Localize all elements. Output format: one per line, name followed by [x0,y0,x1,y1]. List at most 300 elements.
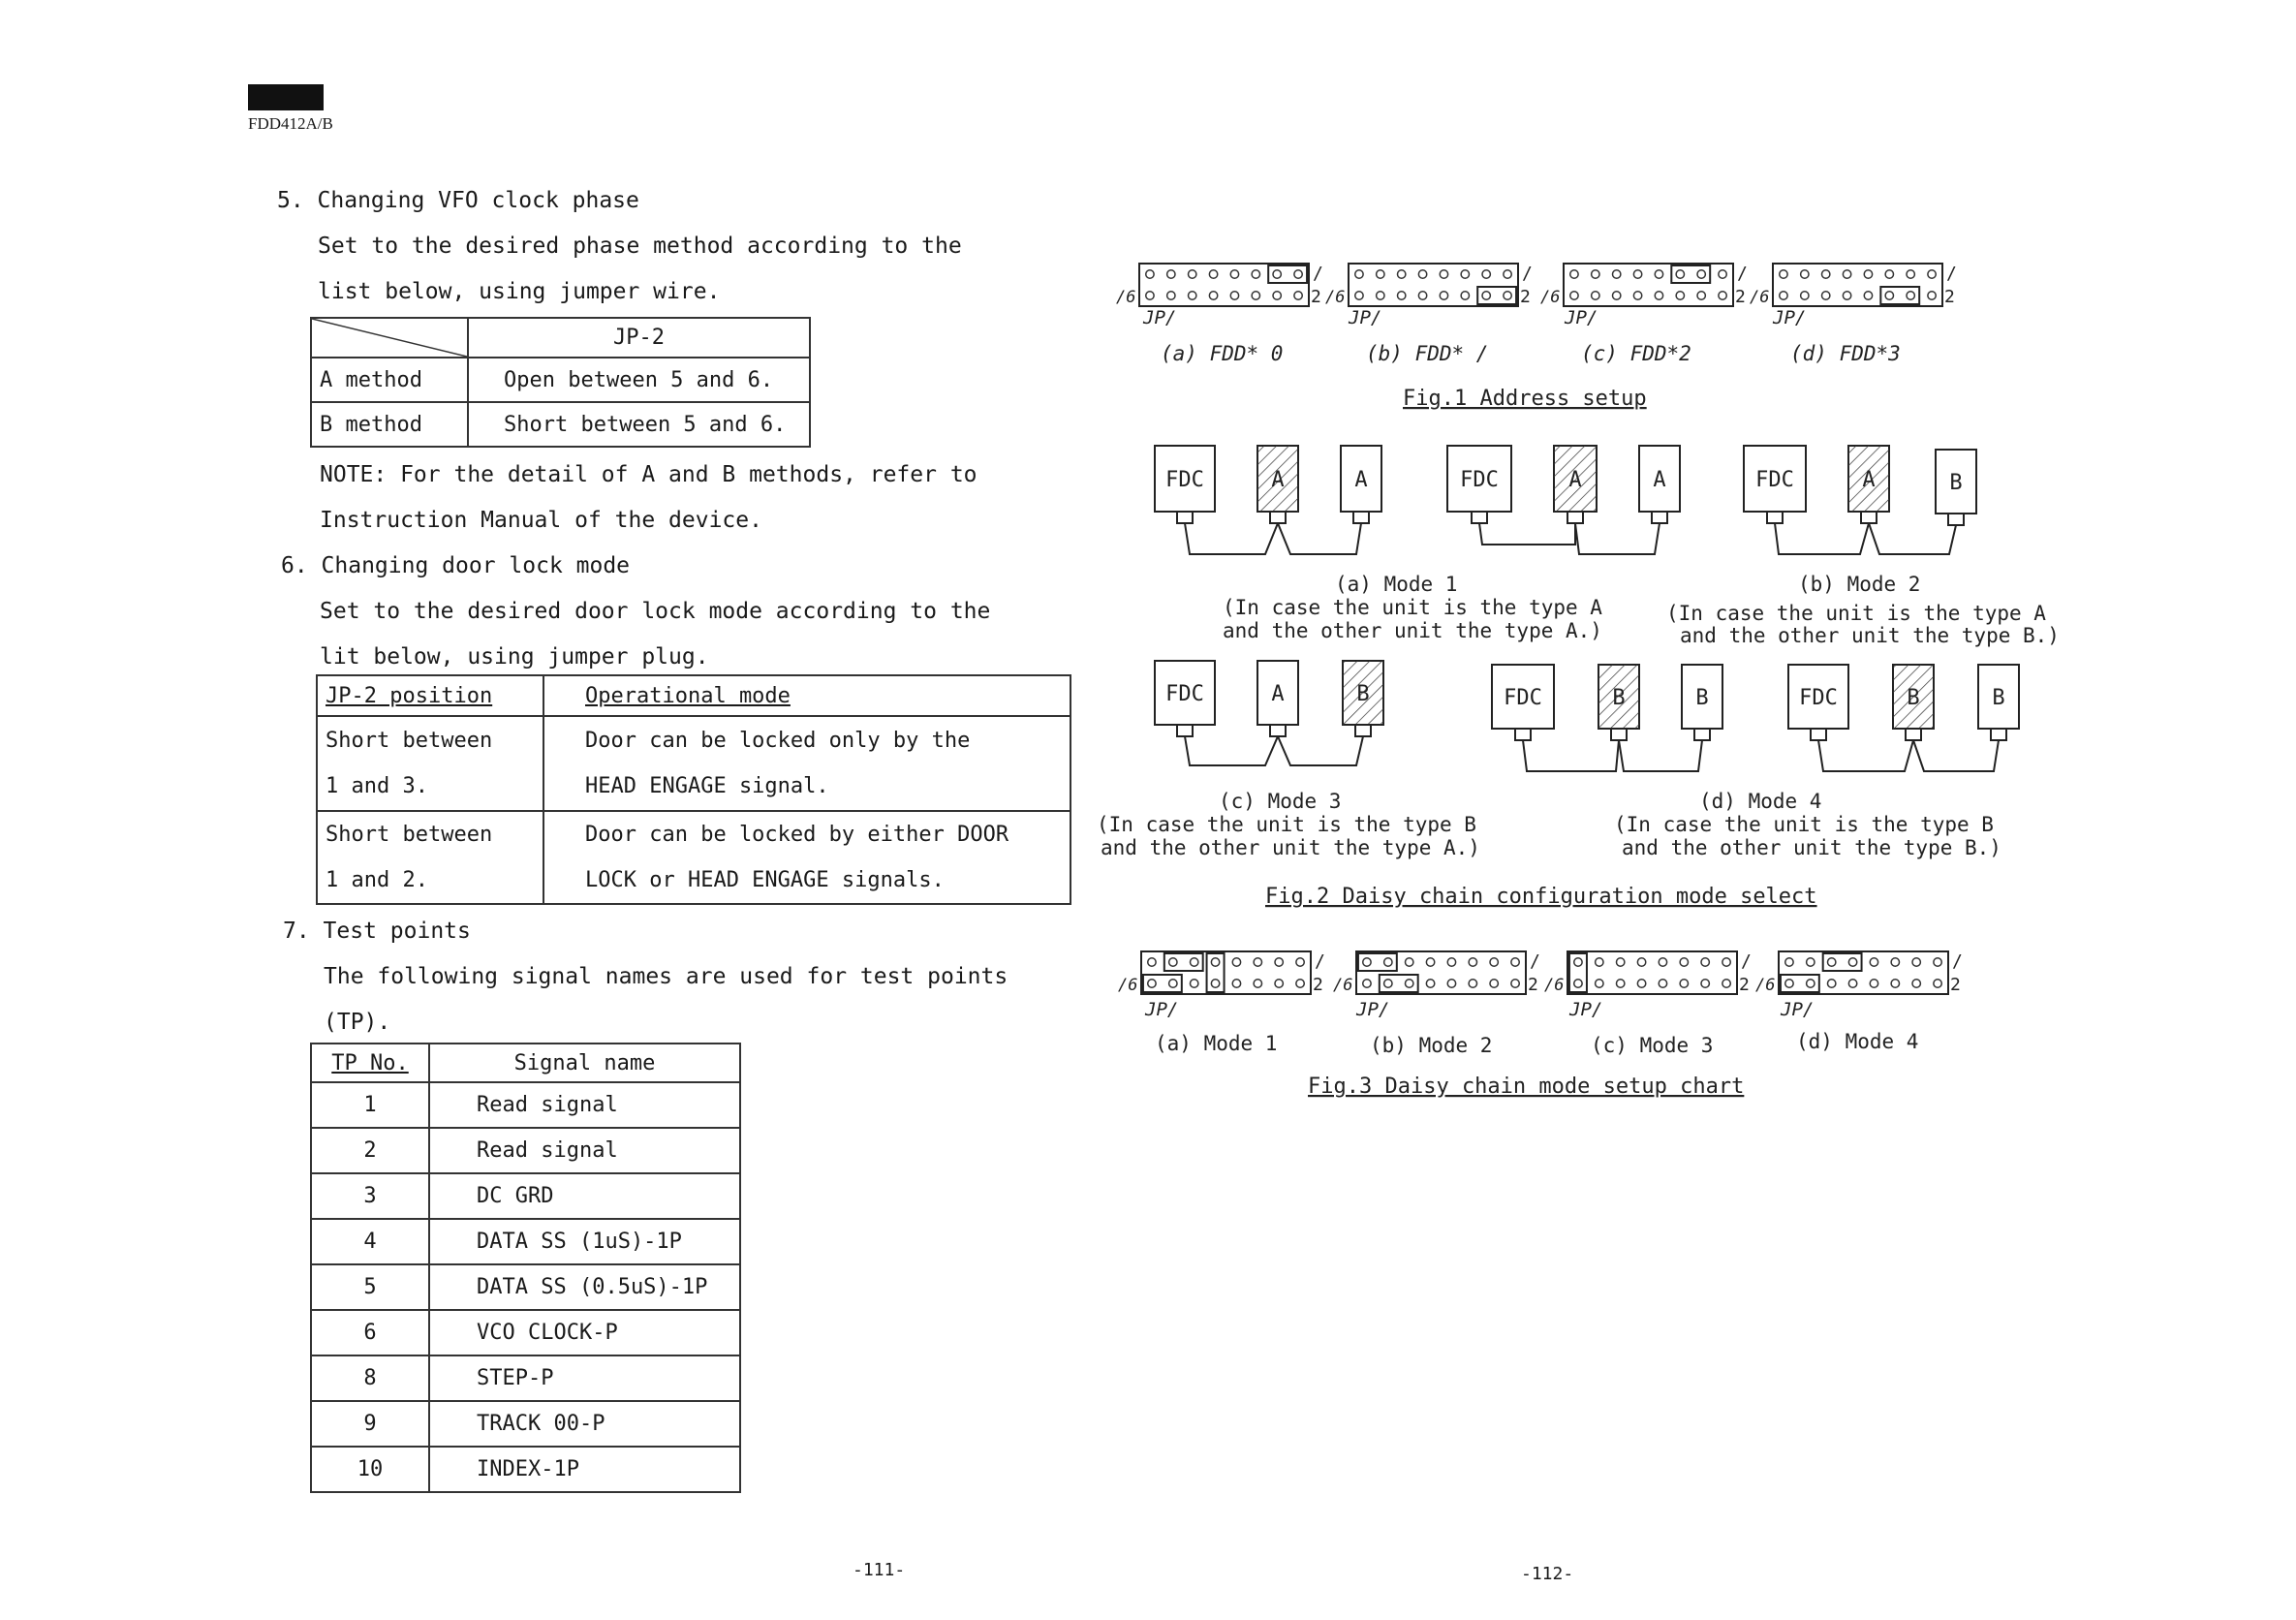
fig1-label-b: (b) FDD* / [1366,342,1489,365]
pin-2-label: 2 [1739,975,1750,995]
position-line-2: 1 and 3. [326,774,428,798]
model-label: FDD412A/B [248,114,333,133]
cable [1575,523,1660,554]
jumper-pin [1701,958,1709,966]
section-6-line-1: Set to the desired door lock mode according to the [320,599,991,624]
drive-unit-label: B [1949,471,1963,495]
section-7-line-1: The following signal names are used for test points [324,964,1008,989]
drive-unit-label: B [1356,682,1370,706]
jumper-pin [1697,292,1705,299]
fig1-label-a: (a) FDD* 0 [1161,342,1284,365]
jumper-pin [1273,270,1281,278]
jumper-pin [1659,980,1666,987]
jumper-pin [1209,292,1217,299]
fig1-jp-label: JP/ [1773,307,1807,328]
section-6-line-2: lit below, using jumper plug. [320,644,709,670]
cable [1818,740,1913,771]
jumper-pin [1633,270,1641,278]
jumper-pin [1848,958,1856,966]
pin-16-label: /6 [1116,288,1136,307]
jumper-pin [1294,292,1302,299]
cable [1523,740,1619,771]
jumper-pin [1384,980,1392,987]
jumper-pin [1827,980,1835,987]
jumper-pin [1232,958,1240,966]
jumper-pin [1363,980,1371,987]
fig2-mode-2-line-2: and the other unit the type B.) [1680,624,2060,647]
figures-panel [1085,242,2267,1114]
pin-2-label: 2 [1520,287,1531,307]
fig3-label-c: (c) Mode 3 [1591,1034,1714,1057]
fig2-mode-2-title: (b) Mode 2 [1798,573,1921,596]
table-row [311,1401,740,1447]
jumper-pin [1719,292,1726,299]
jumper-pin [1633,292,1641,299]
jumper-pin [1490,980,1498,987]
jumper-pin [1188,292,1195,299]
connector [1270,512,1286,523]
drive-unit-label: B [1992,686,2005,710]
pin-2-label: 2 [1950,975,1961,995]
cable [1278,736,1363,765]
section-7-heading: 7. Test points [283,919,471,944]
signal-name-cell: Read signal [429,1082,740,1128]
connector [1177,725,1193,736]
jumper-pin [1676,292,1684,299]
signal-name-cell: INDEX-1P [429,1447,740,1492]
jumper-header [1139,264,1309,306]
cable [1913,740,1999,771]
jumper-pin [1697,270,1705,278]
pin-2-label: 2 [1735,287,1746,307]
pin-16-label: /6 [1118,976,1138,995]
jumper-pin [1616,958,1624,966]
page-number-left: -111- [853,1560,906,1580]
jumper-pin [1461,270,1469,278]
table-row [311,402,810,447]
jumper-pin [1397,292,1405,299]
cable [1185,736,1278,765]
jumper-pin [1294,270,1302,278]
jumper-pin [1821,270,1829,278]
jumper-pin [1891,980,1899,987]
fig2-mode-2-line-1: (In case the unit is the type A [1666,602,2046,625]
jumper-pin [1426,980,1434,987]
jumper-pin [1659,958,1666,966]
pin-2-label: 2 [1528,975,1538,995]
connector [1353,512,1369,523]
jumper-pin [1680,958,1688,966]
jumper-pin [1273,292,1281,299]
drive-unit-label: FDC [1165,468,1204,492]
drive-unit-label: A [1653,468,1666,492]
method-cell: B method [311,402,468,447]
jumper-pin [1490,958,1498,966]
jumper-plug [1671,265,1710,283]
drive-unit-label: A [1354,468,1368,492]
test-points-table [310,1043,741,1493]
jumper-pin [1254,980,1261,987]
note-line-1: NOTE: For the detail of A and B methods, refer to [320,462,977,487]
pin-2-label: 2 [1313,975,1323,995]
tp-no-cell: 6 [311,1310,429,1355]
fig1-jumper-headers [1116,264,1957,307]
connector [1611,729,1627,740]
jumper-pin [1188,270,1195,278]
fig3-jp-label: JP/ [1356,999,1390,1020]
jumper-pin [1596,958,1603,966]
jumper-pin [1680,980,1688,987]
jumper-pin [1655,270,1662,278]
cable [1619,740,1702,771]
section-5-heading: 5. Changing VFO clock phase [277,188,639,213]
jumper-pin [1397,270,1405,278]
fig3-label-a: (a) Mode 1 [1155,1032,1278,1055]
jumper-pin [1912,980,1920,987]
jumper-header [1141,951,1311,994]
drive-unit-label: A [1568,468,1582,492]
jumper-pin [1885,292,1893,299]
jumper-pin [1907,292,1914,299]
jumper-pin [1843,270,1850,278]
jumper-pin [1612,270,1620,278]
jumper-pin [1722,980,1730,987]
signal-name-cell: Read signal [429,1128,740,1173]
cable [1185,523,1278,554]
jumper-pin [1426,958,1434,966]
pin-16-label: /6 [1325,288,1346,307]
jumper-pin [1209,270,1217,278]
jumper-pin [1167,270,1175,278]
vfo-phase-table [310,317,811,448]
jumper-header [1779,951,1948,994]
jumper-pin [1146,270,1154,278]
drive-unit-label: FDC [1755,468,1794,492]
jumper-pin [1190,980,1197,987]
jumper-pin [1574,980,1582,987]
connector [1567,512,1583,523]
jumper-pin [1843,292,1850,299]
tp-no-header: TP No. [311,1044,429,1082]
jumper-pin [1254,958,1261,966]
pin-1-label: / [1741,951,1752,972]
connector [1694,729,1710,740]
fig3-jp-label: JP/ [1569,999,1603,1020]
mode-line-1: Door can be locked by either DOOR [585,823,1009,847]
fig2-mode-1-title: (a) Mode 1 [1335,573,1458,596]
pin-1-label: / [1313,264,1323,284]
jumper-pin [1384,958,1392,966]
connector [1355,725,1371,736]
cable [1869,523,1956,554]
jumper-pin [1296,958,1304,966]
jumper-pin [1296,980,1304,987]
fig1-label-c: (c) FDD*2 [1581,342,1691,365]
jumper-pin [1167,292,1175,299]
jumper-plug [1569,953,1587,992]
connector [1948,514,1964,525]
pin-1-label: / [1530,951,1540,972]
jumper-pin [1570,270,1578,278]
jumper-pin [1827,958,1835,966]
method-desc-cell: Open between 5 and 6. [468,358,810,402]
tp-no-cell: 8 [311,1355,429,1401]
jumper-pin [1928,270,1936,278]
connector [1767,512,1783,523]
jumper-pin [1934,980,1941,987]
jumper-pin [1864,270,1872,278]
section-5-line-1: Set to the desired phase method according to the [318,234,962,259]
jumper-pin [1801,270,1809,278]
jumper-pin [1275,958,1283,966]
pin-2-label: 2 [1311,287,1321,307]
jumper-pin [1252,292,1259,299]
jumper-pin [1592,292,1599,299]
fig2-mode-3-title: (c) Mode 3 [1219,790,1342,813]
fig3-caption: Fig.3 Daisy chain mode setup chart [1308,1075,1745,1099]
drive-unit-label: A [1271,468,1285,492]
connector [1652,512,1667,523]
jumper-pin [1701,980,1709,987]
jumper-pin [1355,292,1363,299]
fig2-mode-4-title: (d) Mode 4 [1699,790,1822,813]
page-number-right: -112- [1521,1564,1574,1584]
fig3-jp-label: JP/ [1145,999,1179,1020]
jumper-pin [1447,958,1455,966]
connector [1177,512,1193,523]
jumper-pin [1469,980,1476,987]
fig2-mode-4-line-1: (In case the unit is the type B [1614,813,1994,836]
cable [1775,523,1869,554]
fig1-jp-label: JP/ [1143,307,1177,328]
drive-unit-label: B [1907,686,1920,710]
jumper-pin [1211,958,1219,966]
fig1-label-d: (d) FDD*3 [1790,342,1901,365]
jumper-pin [1870,958,1877,966]
table-row [317,716,1070,811]
tp-no-cell: 5 [311,1264,429,1310]
jumper-pin [1596,980,1603,987]
jumper-pin [1807,958,1815,966]
jumper-plug [1207,953,1225,992]
connector [1811,729,1826,740]
pin-1-label: / [1737,264,1748,284]
jumper-pin [1504,292,1511,299]
note-line-2: Instruction Manual of the device. [320,508,762,533]
jumper-pin [1719,270,1726,278]
position-line-1: Short between [326,729,493,753]
drive-unit-label: B [1612,686,1626,710]
table-row [311,1082,740,1128]
jumper-pin [1934,958,1941,966]
table-row [311,1219,740,1264]
tp-no-cell: 9 [311,1401,429,1447]
fig2-mode-3-line-1: (In case the unit is the type B [1097,813,1476,836]
jumper-pin [1785,958,1793,966]
method-cell: A method [311,358,468,402]
table-row [311,358,810,402]
fig3-label-d: (d) Mode 4 [1796,1030,1919,1053]
jumper-pin [1482,292,1490,299]
header-logo-block [248,84,324,110]
operational-mode-header: Operational mode [543,675,1070,716]
jumper-pin [1252,270,1259,278]
jumper-plug [1164,953,1203,971]
table-row [311,1355,740,1401]
pin-16-label: /6 [1544,976,1565,995]
jumper-pin [1722,958,1730,966]
jumper-pin [1275,980,1283,987]
jumper-pin [1637,980,1645,987]
fig3-jumper-headers [1118,951,1963,995]
tp-no-cell: 2 [311,1128,429,1173]
jumper-pin [1469,958,1476,966]
drive-unit-label: A [1862,468,1876,492]
jumper-pin [1418,270,1426,278]
signal-name-cell: STEP-P [429,1355,740,1401]
table-row [311,1310,740,1355]
connector [1515,729,1531,740]
fig1-caption: Fig.1 Address setup [1403,387,1647,411]
signal-name-header: Signal name [429,1044,740,1082]
jumper-pin [1230,270,1238,278]
jumper-pin [1504,270,1511,278]
pin-2-label: 2 [1944,287,1955,307]
jumper-pin [1780,270,1787,278]
jumper-pin [1907,270,1914,278]
jumper-pin [1148,958,1156,966]
mode-line-2: LOCK or HEAD ENGAGE signals. [585,868,945,892]
signal-name-cell: TRACK 00-P [429,1401,740,1447]
jumper-pin [1377,270,1384,278]
jumper-pin [1377,292,1384,299]
jumper-pin [1447,980,1455,987]
method-desc-cell: Short between 5 and 6. [468,402,810,447]
pin-1-label: / [1946,264,1957,284]
pin-16-label: /6 [1750,288,1770,307]
jumper-pin [1355,270,1363,278]
position-line-2: 1 and 2. [326,868,428,892]
jumper-pin [1482,270,1490,278]
fig3-label-b: (b) Mode 2 [1370,1034,1493,1057]
jumper-plug [1268,265,1307,283]
drive-unit-label: FDC [1165,682,1204,706]
jumper-pin [1612,292,1620,299]
jumper-pin [1848,980,1856,987]
jumper-pin [1190,958,1197,966]
cable [1479,523,1575,545]
fig3-jp-label: JP/ [1781,999,1815,1020]
pin-16-label: /6 [1540,288,1561,307]
fig1-jp-label: JP/ [1349,307,1382,328]
jumper-plug [1380,975,1418,992]
connector [1906,729,1921,740]
drive-unit-label: FDC [1504,686,1542,710]
jp2-header: JP-2 [468,318,810,358]
jumper-header [1564,264,1733,306]
jumper-pin [1230,292,1238,299]
pin-16-label: /6 [1333,976,1353,995]
signal-name-cell: DC GRD [429,1173,740,1219]
jumper-plug [1823,953,1862,971]
jumper-plug [1880,287,1919,304]
jumper-pin [1211,980,1219,987]
jumper-plug [1143,975,1182,992]
table-row [311,1264,740,1310]
jumper-pin [1511,958,1519,966]
mode-line-1: Door can be locked only by the [585,729,971,753]
fig2-mode-1-line-1: (In case the unit is the type A [1223,596,1602,619]
jumper-pin [1440,292,1447,299]
jumper-plug [1781,975,1819,992]
signal-name-cell: VCO CLOCK-P [429,1310,740,1355]
jumper-pin [1511,980,1519,987]
fig2-mode-1-line-2: and the other unit the type A.) [1223,619,1602,642]
jumper-header [1773,264,1942,306]
jumper-pin [1146,292,1154,299]
jumper-pin [1780,292,1787,299]
jumper-pin [1870,980,1877,987]
pin-1-label: / [1952,951,1963,972]
tp-no-cell: 10 [311,1447,429,1492]
jumper-pin [1864,292,1872,299]
table-row [311,1128,740,1173]
jumper-pin [1928,292,1936,299]
jumper-pin [1405,958,1412,966]
table-row [311,1447,740,1492]
tp-no-cell: 1 [311,1082,429,1128]
tp-no-cell: 3 [311,1173,429,1219]
jumper-pin [1574,958,1582,966]
table-corner-cell [311,318,468,358]
jumper-pin [1891,958,1899,966]
signal-name-cell: DATA SS (0.5uS)-1P [429,1264,740,1310]
jp2-position-header: JP-2 position [317,675,543,716]
jumper-pin [1570,292,1578,299]
jumper-pin [1821,292,1829,299]
table-row [311,1173,740,1219]
jumper-pin [1801,292,1809,299]
section-6-heading: 6. Changing door lock mode [281,553,631,578]
drive-unit-label: B [1695,686,1709,710]
fig1-jp-label: JP/ [1565,307,1598,328]
table-row [317,811,1070,904]
connector [1472,512,1487,523]
jumper-plug [1477,287,1516,304]
jumper-pin [1912,958,1920,966]
signal-name-cell: DATA SS (1uS)-1P [429,1219,740,1264]
jumper-pin [1807,980,1815,987]
fig2-caption: Fig.2 Daisy chain configuration mode select [1265,885,1817,909]
jumper-pin [1169,958,1177,966]
jumper-pin [1785,980,1793,987]
connector [1861,512,1877,523]
jumper-header [1567,951,1737,994]
door-lock-table [316,674,1071,905]
fig2-mode-4-line-2: and the other unit the type B.) [1622,836,2001,859]
jumper-pin [1363,958,1371,966]
pin-1-label: / [1315,951,1325,972]
jumper-pin [1637,958,1645,966]
jumper-pin [1418,292,1426,299]
connector [1270,725,1286,736]
pin-16-label: /6 [1755,976,1776,995]
jumper-pin [1655,292,1662,299]
jumper-pin [1148,980,1156,987]
jumper-header [1349,264,1518,306]
jumper-pin [1676,270,1684,278]
drive-unit-label: A [1271,682,1285,706]
